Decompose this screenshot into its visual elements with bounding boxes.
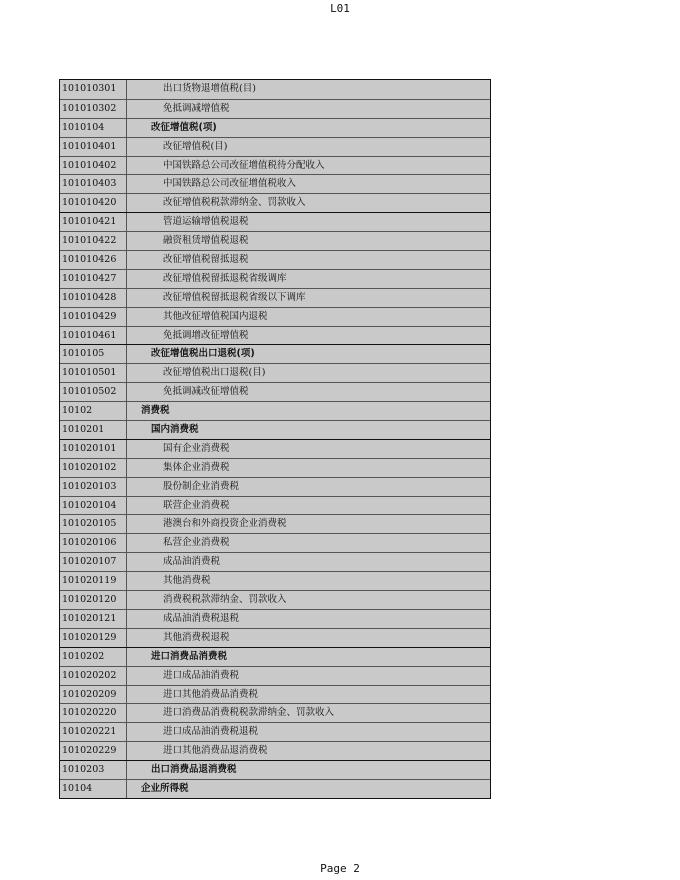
table-row	[60, 156, 490, 175]
account-code-cell: 101010402	[60, 157, 127, 175]
account-name-cell: 其他改征增值税国内退税	[163, 310, 268, 322]
table-row	[60, 477, 490, 496]
account-name-cell: 管道运输增值税退税	[163, 216, 249, 228]
account-name-cell: 免抵调增改征增值税	[163, 329, 249, 341]
table-row	[60, 118, 490, 137]
account-code-cell: 101010502	[60, 383, 127, 401]
account-name-cell: 中国铁路总公司改征增值税待分配收入	[163, 159, 325, 171]
table-row	[60, 326, 490, 345]
table-row	[60, 439, 490, 458]
account-code-cell: 1010202	[60, 648, 127, 666]
account-name-cell: 免抵调减增值税	[163, 102, 230, 114]
table-row	[60, 685, 490, 704]
table-row	[60, 779, 490, 798]
table-row	[60, 552, 490, 571]
account-code-cell: 101010501	[60, 364, 127, 382]
account-name-cell: 免抵调减改征增值税	[163, 386, 249, 398]
account-code-cell: 1010104	[60, 119, 127, 137]
table-row	[60, 137, 490, 156]
account-name-cell: 进口消费品消费税税款滞纳金、罚款收入	[163, 707, 335, 719]
account-name-cell: 集体企业消费税	[163, 461, 230, 473]
table-row	[60, 80, 490, 99]
table-row	[60, 703, 490, 722]
table-row	[60, 382, 490, 401]
account-code-cell: 101020209	[60, 686, 127, 704]
account-code-cell: 101010427	[60, 270, 127, 288]
account-code-cell: 1010105	[60, 345, 127, 363]
page-number: Page 2	[320, 862, 360, 875]
account-code-cell: 101020105	[60, 515, 127, 533]
account-name-cell: 国有企业消费税	[163, 442, 230, 454]
account-code-cell: 10102	[60, 402, 127, 420]
account-name-cell: 其他消费税退税	[163, 631, 230, 643]
account-name-cell: 出口货物退增值税(目)	[163, 83, 256, 94]
account-code-cell: 101010401	[60, 138, 127, 156]
table-row	[60, 741, 490, 760]
table-row	[60, 533, 490, 552]
table-row	[60, 420, 490, 439]
account-code-cell: 101010461	[60, 327, 127, 345]
account-name-cell: 改征增值税留抵退税省级以下调库	[163, 291, 306, 303]
account-code-cell: 101010422	[60, 232, 127, 250]
account-name-cell: 改征增值税留抵退税	[163, 254, 249, 266]
account-code-cell: 101020101	[60, 440, 127, 458]
table-row	[60, 288, 490, 307]
table-row	[60, 231, 490, 250]
account-code-cell: 101010428	[60, 289, 127, 307]
account-name-cell: 改征增值税留抵退税省级调库	[163, 272, 287, 284]
account-name-cell: 企业所得税	[141, 782, 189, 794]
account-code-cell: 101010302	[60, 100, 127, 118]
account-code-cell: 101020107	[60, 553, 127, 571]
account-code-cell: 101020221	[60, 723, 127, 741]
table-row	[60, 514, 490, 533]
account-name-cell: 改征增值税(目)	[163, 140, 228, 152]
account-code-cell: 10104	[60, 780, 127, 798]
account-code-cell: 101020129	[60, 629, 127, 647]
account-code-cell: 1010201	[60, 421, 127, 439]
account-name-cell: 中国铁路总公司改征增值税收入	[163, 178, 297, 190]
account-name-cell: 国内消费税	[151, 424, 199, 436]
account-name-cell: 出口消费品退消费税	[151, 764, 237, 776]
table-row	[60, 269, 490, 288]
table-row	[60, 666, 490, 685]
table-row	[60, 99, 490, 118]
table-row	[60, 212, 490, 231]
account-code-cell: 101020121	[60, 610, 127, 628]
account-code-cell: 101010429	[60, 308, 127, 326]
account-name-cell: 私营企业消费税	[163, 537, 230, 549]
account-name-cell: 成品油消费税	[163, 556, 221, 568]
account-code-cell: 101020220	[60, 704, 127, 722]
account-code-cell: 101010403	[60, 175, 127, 193]
account-code-cell: 101020103	[60, 478, 127, 496]
table-row	[60, 496, 490, 515]
account-name-cell: 股份制企业消费税	[163, 480, 240, 492]
table-row	[60, 363, 490, 382]
account-name-cell: 港澳台和外商投资企业消费税	[163, 518, 287, 530]
account-name-cell: 融资租赁增值税退税	[163, 235, 249, 247]
account-code-cell: 101010420	[60, 194, 127, 212]
account-code-cell: 101010421	[60, 213, 127, 231]
table-row	[60, 571, 490, 590]
table-row	[60, 722, 490, 741]
account-code-cell: 101020104	[60, 497, 127, 515]
account-name-cell: 消费税	[141, 405, 170, 417]
account-name-cell: 消费税税款滞纳金、罚款收入	[163, 594, 287, 606]
table-row	[60, 647, 490, 666]
table-row	[60, 458, 490, 477]
table-row	[60, 760, 490, 779]
account-code-cell: 101020106	[60, 534, 127, 552]
account-name-cell: 进口其他消费品退消费税	[163, 745, 268, 757]
table-row	[60, 174, 490, 193]
account-name-cell: 进口其他消费品消费税	[163, 688, 259, 700]
account-name-cell: 改征增值税税款滞纳金、罚款收入	[163, 197, 306, 209]
account-name-cell: 其他消费税	[163, 575, 211, 587]
account-name-cell: 改征增值税(项)	[151, 121, 217, 133]
table-row	[60, 590, 490, 609]
account-name-cell: 进口消费品消费税	[151, 650, 228, 662]
account-code-cell: 101020202	[60, 667, 127, 685]
account-code-cell: 101010426	[60, 251, 127, 269]
account-name-cell: 改征增值税出口退税(目)	[163, 367, 266, 379]
table-row	[60, 609, 490, 628]
table-row	[60, 401, 490, 420]
table-row	[60, 344, 490, 363]
account-name-cell: 改征增值税出口退税(项)	[151, 348, 255, 360]
account-code-cell: 101020119	[60, 572, 127, 590]
account-name-cell: 进口成品油消费税	[163, 669, 240, 681]
account-name-cell: 联营企业消费税	[163, 499, 230, 511]
account-name-cell: 成品油消费税退税	[163, 612, 240, 624]
account-code-cell: 101020229	[60, 742, 127, 760]
budget-code-table	[59, 79, 491, 799]
page-header: L01	[330, 2, 350, 15]
table-row	[60, 193, 490, 212]
account-code-cell: 101020102	[60, 459, 127, 477]
account-code-cell: 1010203	[60, 761, 127, 779]
table-row	[60, 250, 490, 269]
account-code-cell: 101010301	[60, 80, 127, 99]
table-row	[60, 307, 490, 326]
account-name-cell: 进口成品油消费税退税	[163, 726, 259, 738]
account-code-cell: 101020120	[60, 591, 127, 609]
table-row	[60, 628, 490, 647]
